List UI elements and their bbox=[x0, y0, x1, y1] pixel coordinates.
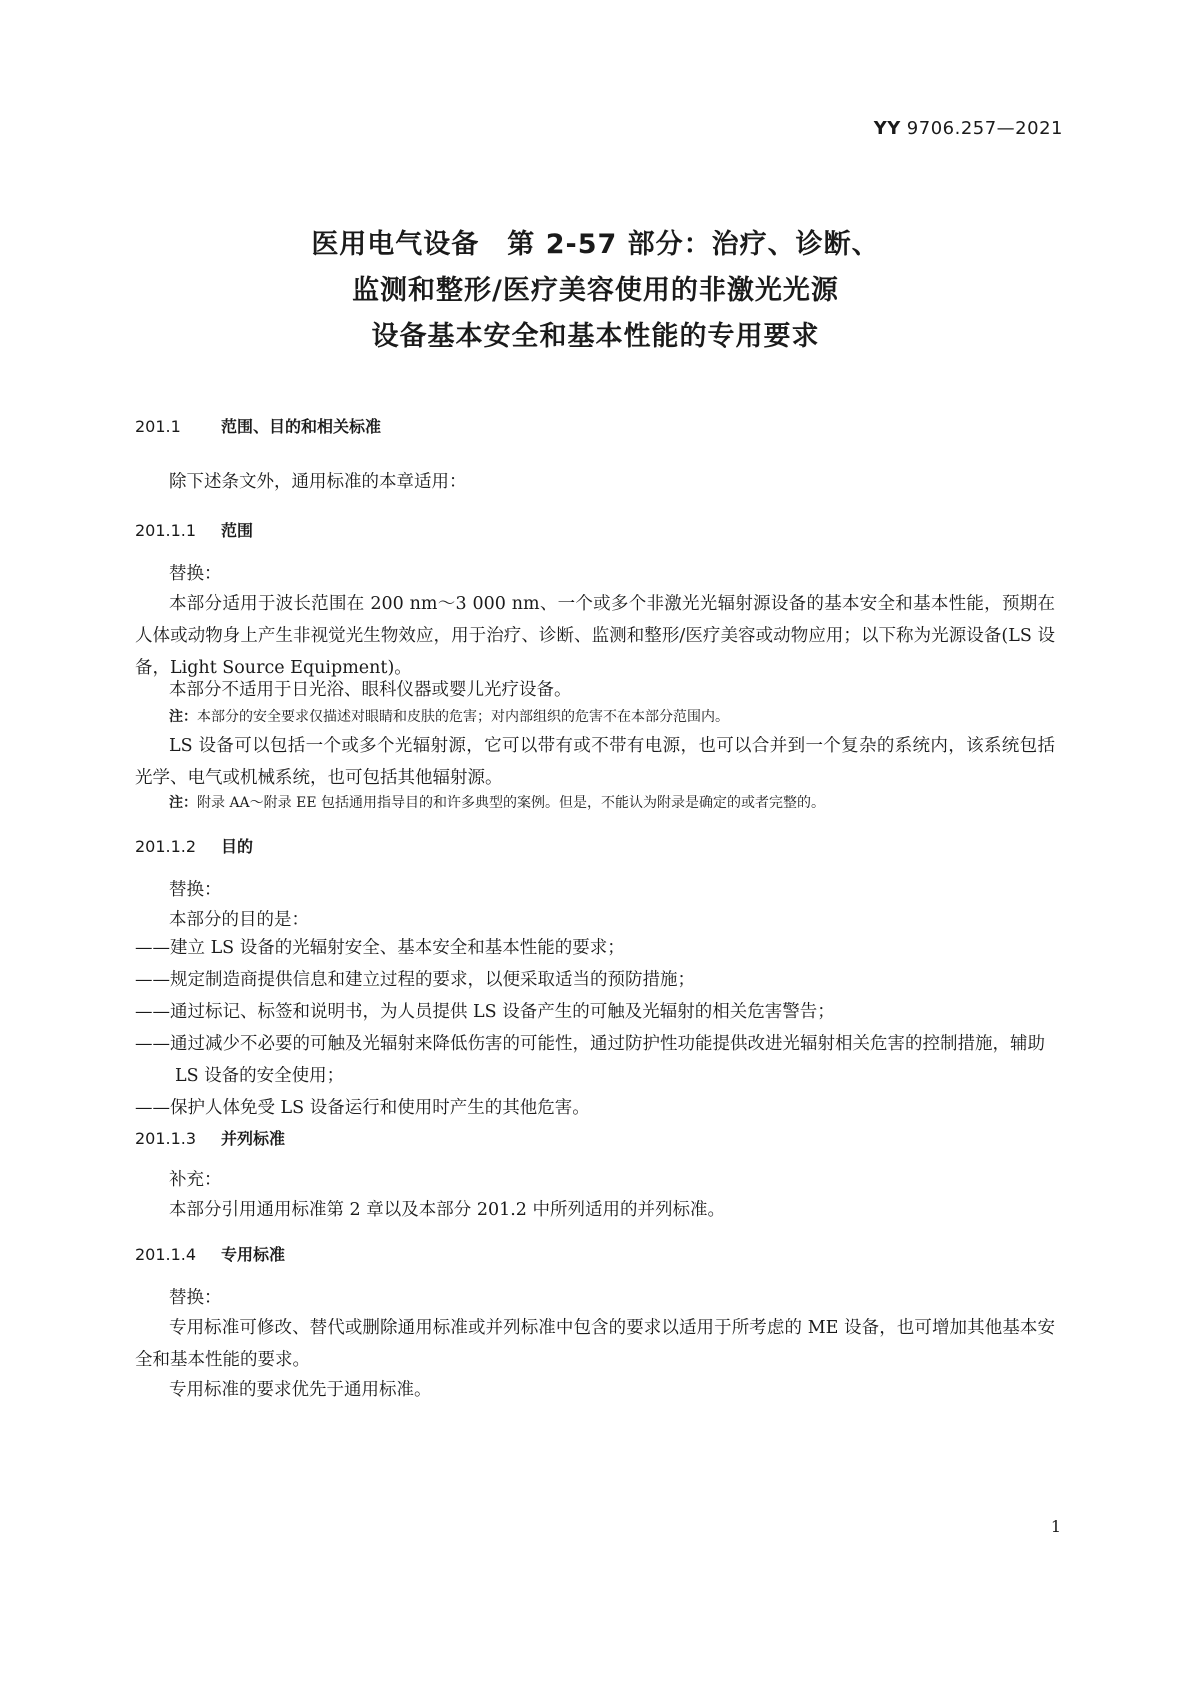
section-number: 201.1 bbox=[135, 417, 181, 436]
note-text: 本部分的安全要求仅描述对眼睛和皮肤的危害；对内部组织的危害不在本部分范围内。 bbox=[197, 709, 729, 725]
paragraph: 本部分不适用于日光浴、眼科仪器或婴儿光疗设备。 bbox=[169, 680, 572, 700]
standard-code bbox=[874, 118, 1063, 139]
title-line-3: 设备基本安全和基本性能的专用要求 bbox=[371, 321, 820, 352]
paragraph: 专用标准可修改、替代或删除通用标准或并列标准中包含的要求以适用于所考虑的 ME 设备，也可增加其他基本安全和基本性能的要求。 bbox=[135, 1318, 1055, 1370]
paragraph: LS 设备可以包括一个或多个光辐射源，它可以带有或不带有电源，也可以合并到一个复杂的系统内，该系统包括光学、电气或机械系统，也可包括其他辐射源。 bbox=[135, 736, 1055, 788]
objective-list bbox=[135, 932, 1055, 1124]
section-title: 目的 bbox=[221, 837, 254, 856]
list-item: ——建立 LS 设备的光辐射安全、基本安全和基本性能的要求； bbox=[135, 938, 625, 958]
paragraph-lead: 补充： bbox=[169, 1170, 222, 1190]
list-item: ——通过减少不必要的可触及光辐射来降低伤害的可能性，通过防护性功能提供改进光辐射相关危害的控制措施，辅助 LS 设备的安全使用； bbox=[135, 1034, 1045, 1086]
list-item: ——规定制造商提供信息和建立过程的要求，以便采取适当的预防措施； bbox=[135, 970, 695, 990]
section-number: 201.1.1 bbox=[135, 521, 197, 540]
standard-prefix: YY bbox=[873, 118, 901, 139]
section-number: 201.1.3 bbox=[135, 1129, 197, 1148]
paragraph: 专用标准的要求优先于通用标准。 bbox=[169, 1380, 432, 1400]
note bbox=[135, 704, 1055, 730]
document-title bbox=[0, 222, 1191, 360]
note-label: 注： bbox=[169, 709, 197, 725]
title-line-1: 医用电气设备 第 2-57 部分：治疗、诊断、 bbox=[311, 229, 880, 260]
note-label: 注： bbox=[169, 795, 197, 811]
section-title: 范围 bbox=[221, 521, 254, 540]
section-heading-201-1-1 bbox=[135, 518, 1055, 541]
title-line-2: 监测和整形/医疗美容使用的非激光光源 bbox=[352, 275, 839, 306]
standard-number: 9706.257—2021 bbox=[906, 118, 1063, 139]
paragraph: 本部分引用通用标准第 2 章以及本部分 201.2 中所列适用的并列标准。 bbox=[169, 1200, 725, 1220]
paragraph-lead: 替换： bbox=[169, 1288, 222, 1308]
section-heading-201-1-4 bbox=[135, 1242, 1055, 1265]
paragraph-lead: 替换： bbox=[169, 564, 222, 584]
page-number: 1 bbox=[1050, 1517, 1061, 1536]
list-item: ——保护人体免受 LS 设备运行和使用时产生的其他危害。 bbox=[135, 1098, 590, 1118]
paragraph: 本部分的目的是： bbox=[169, 910, 309, 930]
paragraph: 本部分适用于波长范围在 200 nm～3 000 nm、一个或多个非激光光辐射源设备的基本安全和基本性能，预期在人体或动物身上产生非视觉光生物效应，用于治疗、诊断、监测和整形/医疗美容或动物应用；以下称为光源设备(LS 设备，Light Source Equipment)。 bbox=[135, 594, 1055, 678]
section-number: 201.1.2 bbox=[135, 837, 197, 856]
section-title: 并列标准 bbox=[221, 1129, 286, 1148]
section-number: 201.1.4 bbox=[135, 1245, 197, 1264]
list-item: ——通过标记、标签和说明书，为人员提供 LS 设备产生的可触及光辐射的相关危害警告； bbox=[135, 1002, 835, 1022]
note bbox=[135, 790, 1055, 816]
paragraph: 除下述条文外，通用标准的本章适用： bbox=[169, 472, 467, 492]
section-title: 范围、目的和相关标准 bbox=[221, 417, 382, 436]
section-title: 专用标准 bbox=[221, 1245, 286, 1264]
section-heading-201-1-2 bbox=[135, 834, 1055, 857]
paragraph-lead: 替换： bbox=[169, 880, 222, 900]
note-text: 附录 AA～附录 EE 包括通用指导目的和许多典型的案例。但是，不能认为附录是确定的或者完整的。 bbox=[197, 795, 826, 811]
section-heading-201-1-3 bbox=[135, 1126, 1055, 1149]
section-heading-201-1 bbox=[135, 414, 1055, 437]
